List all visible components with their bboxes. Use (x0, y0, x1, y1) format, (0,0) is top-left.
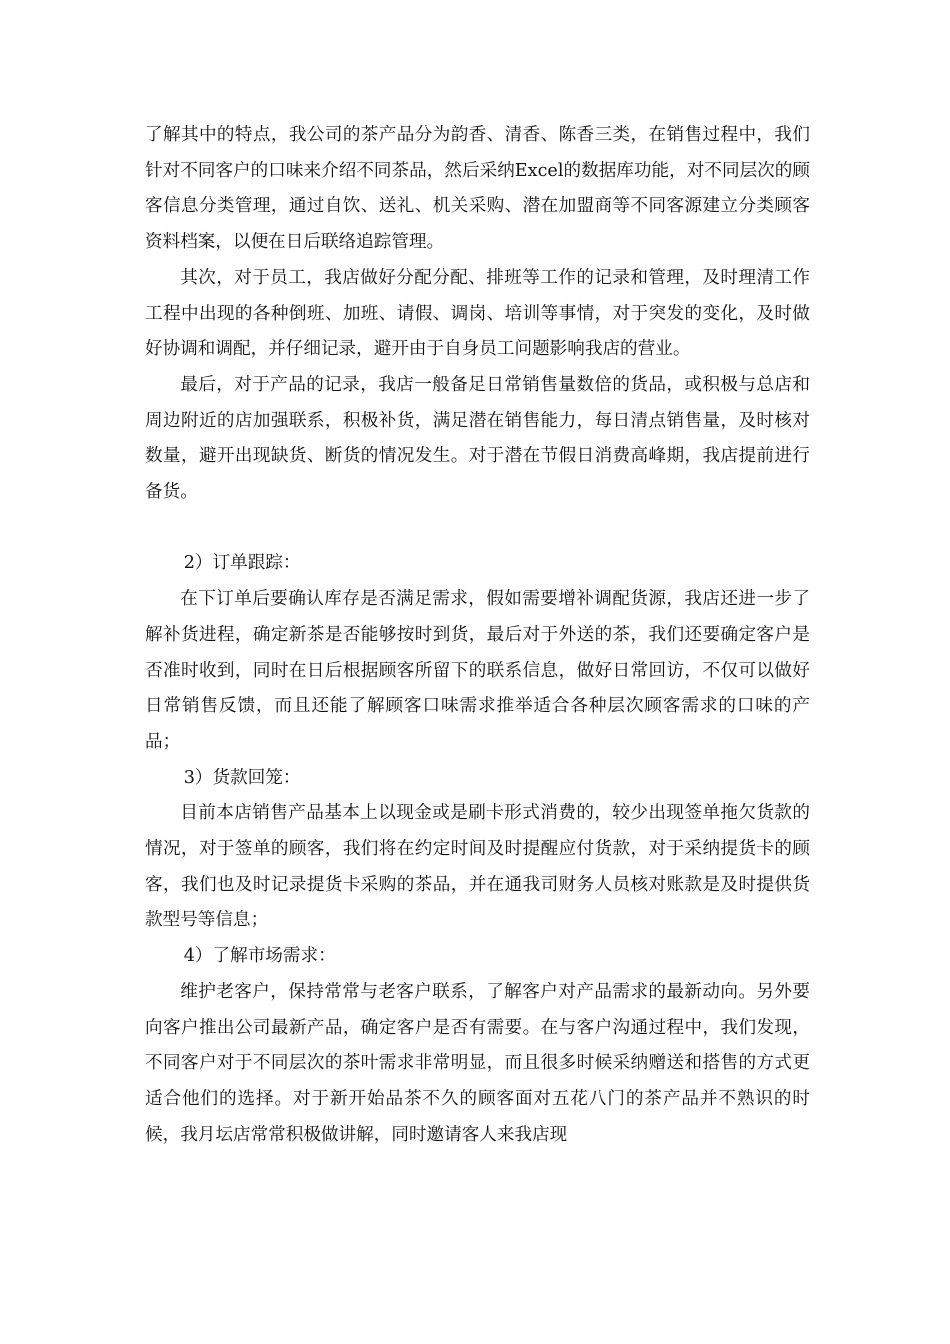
document-body (145, 118, 810, 1153)
paragraph-payment-collection: 目前本店销售产品基本上以现金或是刷卡形式消费的，较少出现签单拖欠货款的情况，对于签单的顾客，我们将在约定时间及时提醒应付货款，对于采纳提货卡的顾客，我们也及时记录提货卡采购的茶品，并在通我司财务人员核对账款是及时提供货款型号等信息； (145, 803, 810, 931)
paragraph-customer-management: 了解其中的特点，我公司的茶产品分为韵香、清香、陈香三类，在销售过程中，我们针对不同客户的口味来介绍不同茶品，然后采纳Excel的数据库功能，对不同层次的顾客信息分类管理，通过自饮、送礼、机关采购、潜在加盟商等不同客源建立分类顾客资料档案，以便在日后联络追踪管理。 (145, 125, 810, 253)
paragraph-market-demand: 维护老客户，保持常常与老客户联系，了解客户对产品需求的最新动向。另外要向客户推出公司最新产品，确定客户是否有需要。在与客户沟通过程中，我们发现，不同客户对于不同层次的茶叶需求非常明显，而且很多时候采纳赠送和搭售的方式更适合他们的选择。对于新开始品茶不久的顾客面对五花八门的茶产品并不熟识的时候，我月坛店常常积极做讲解，同时邀请客人来我店现 (145, 981, 810, 1145)
heading-order-tracking: 2）订单跟踪： (183, 553, 301, 574)
heading-market-demand: 4）了解市场需求： (183, 946, 336, 967)
paragraph-product-records: 最后，对于产品的记录，我店一般备足日常销售量数倍的货品，或积极与总店和周边附近的店加强联系，积极补货，满足潜在销售能力，每日清点销售量，及时核对数量，避开出现缺货、断货的情况发生。对于潜在节假日消费高峰期，我店提前进行备货。 (145, 374, 810, 503)
paragraph-staff-management: 其次，对于员工，我店做好分配分配、排班等工作的记录和管理，及时理清工作工程中出现的各种倒班、加班、请假、调岗、培训等事情，对于突发的变化，及时做好协调和调配，并仔细记录，避开由于自身员工问题影响我店的营业。 (145, 267, 810, 360)
blank-line (145, 511, 810, 547)
heading-payment-collection: 3）货款回笼： (183, 767, 301, 788)
paragraph-order-tracking: 在下订单后要确认库存是否满足需求，假如需要增补调配货源，我店还进一步了解补货进程，确定新茶是否能够按时到货，最后对于外送的茶，我们还要确定客户是否准时收到，同时在日后根据顾客所留下的联系信息，做好日常回访，不仅可以做好日常销售反馈，而且还能了解顾客口味需求推举适合各种层次顾客需求的口味的产品； (145, 589, 810, 752)
